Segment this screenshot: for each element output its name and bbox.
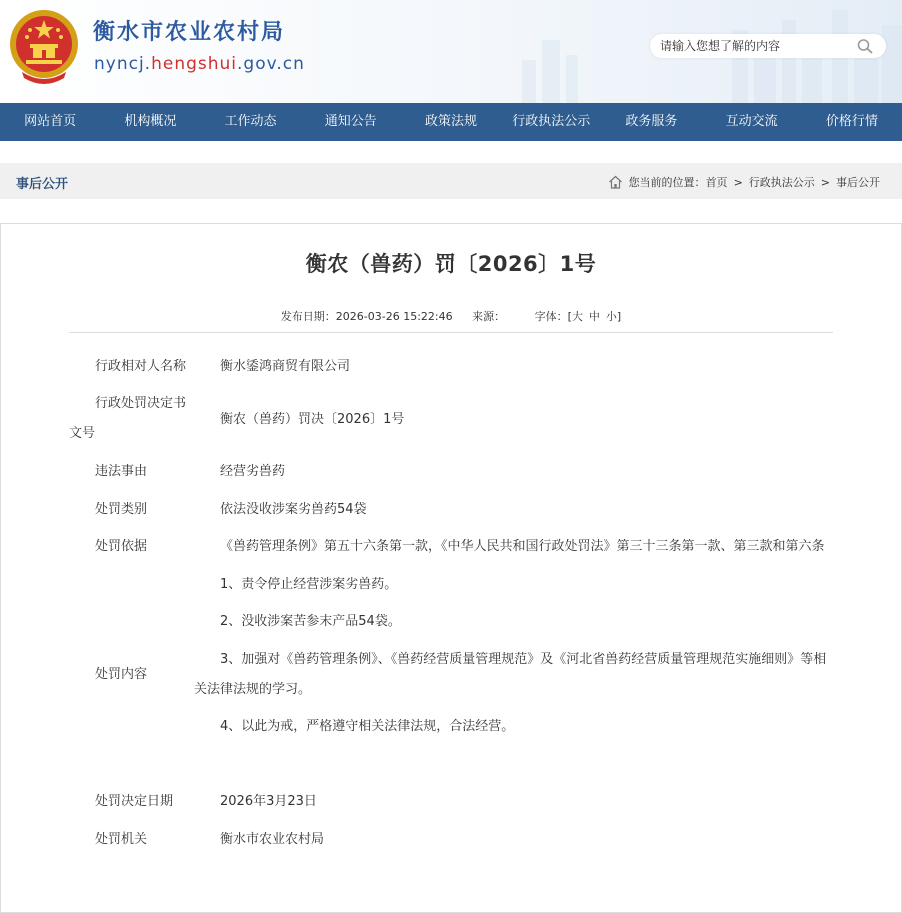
basis-value: 《兽药管理条例》第五十六条第一款，《中华人民共和国行政处罚法》第三十三条第一款、第三款和第六条 — [220, 539, 825, 554]
search-input[interactable] — [660, 36, 850, 56]
basis-label: 处罚依据 — [95, 539, 148, 554]
content-item: 4、以此为戒，严格遵守相关法律法规，合法经营。 — [220, 719, 515, 734]
article-title: 衡农（兽药）罚〔2026〕1号 — [305, 252, 597, 276]
home-icon — [608, 175, 623, 189]
font-size-control: 字体：[大 中 小] — [534, 310, 622, 323]
section-title: 事后公开 — [16, 177, 69, 192]
nav-item-enforcement[interactable]: 行政执法公示 — [512, 114, 591, 129]
breadcrumb-current[interactable]: 事后公开 — [836, 176, 880, 189]
site-domain — [94, 54, 305, 74]
category-label: 处罚类别 — [95, 502, 148, 517]
site-title: 衡水市农业农村局 — [93, 20, 286, 45]
party-label: 行政相对人名称 — [95, 359, 187, 374]
nav-item-organization[interactable]: 机构概况 — [124, 114, 177, 129]
content-item-continued: 关法律法规的学习。 — [194, 682, 312, 697]
decision-date-label: 处罚决定日期 — [95, 794, 174, 809]
search-icon[interactable] — [856, 38, 874, 54]
source-label: 来源： — [472, 310, 506, 323]
decision-date-value: 2026年3月23日 — [220, 794, 317, 809]
font-size-medium[interactable]: 中 — [588, 310, 600, 323]
nav-item-notices[interactable]: 通知公告 — [324, 114, 377, 129]
nav-item-policies[interactable]: 政策法规 — [424, 114, 477, 129]
breadcrumb-separator: > — [820, 175, 830, 189]
domain-highlight: hengshui — [151, 54, 238, 74]
font-size-small[interactable]: 小 — [605, 310, 617, 323]
content-item: 3、加强对《兽药管理条例》、《兽药经营质量管理规范》及《河北省兽药经营质量管理规范实施细则》等相 — [220, 652, 827, 667]
domain-prefix: nyncj. — [94, 54, 152, 74]
site-header — [0, 0, 902, 103]
decision-doc-label-line1: 行政处罚决定书 — [95, 396, 187, 411]
breadcrumb-separator: > — [733, 175, 743, 189]
nav-item-home[interactable]: 网站首页 — [24, 114, 77, 129]
party-value: 衡水鋈鸿商贸有限公司 — [220, 359, 351, 374]
breadcrumb-prefix: 您当前的位置： — [628, 176, 706, 189]
nav-item-prices[interactable]: 价格行情 — [825, 114, 878, 129]
content-label: 处罚内容 — [95, 667, 148, 682]
category-value: 依法没收涉案劣兽药54袋 — [220, 502, 367, 517]
breadcrumb-home[interactable]: 首页 — [705, 176, 728, 189]
article-meta — [1, 308, 901, 324]
decision-doc-value: 衡农（兽药）罚决〔2026〕1号 — [220, 412, 405, 427]
domain-suffix: .gov.cn — [237, 54, 305, 74]
breadcrumb-bar — [0, 163, 902, 199]
authority-label: 处罚机关 — [95, 832, 148, 847]
content-item: 2、没收涉案苦参末产品54袋。 — [220, 614, 401, 629]
authority-value: 衡水市农业农村局 — [220, 832, 325, 847]
nav-item-interaction[interactable]: 互动交流 — [725, 114, 778, 129]
meta-divider — [69, 332, 833, 333]
national-emblem — [8, 6, 80, 86]
content-item: 1、责令停止经营涉案劣兽药。 — [220, 577, 398, 592]
font-size-label: 字体： — [534, 310, 568, 323]
violation-value: 经营劣兽药 — [220, 464, 286, 479]
breadcrumb — [608, 174, 880, 190]
main-nav — [0, 103, 902, 141]
publish-date — [281, 310, 453, 323]
publish-date-label: 发布日期： — [280, 310, 336, 323]
search-box — [650, 34, 886, 58]
font-size-large[interactable]: 大 — [571, 310, 583, 323]
violation-label: 违法事由 — [95, 464, 148, 479]
publish-date-value: 2026-03-26 15:22:46 — [335, 310, 453, 323]
source — [472, 310, 505, 323]
breadcrumb-enforcement[interactable]: 行政执法公示 — [748, 176, 815, 189]
decision-doc-label-line2: 文号 — [69, 426, 96, 441]
nav-item-news[interactable]: 工作动态 — [224, 114, 277, 129]
nav-item-services[interactable]: 政务服务 — [625, 114, 678, 129]
article-panel — [0, 223, 902, 913]
